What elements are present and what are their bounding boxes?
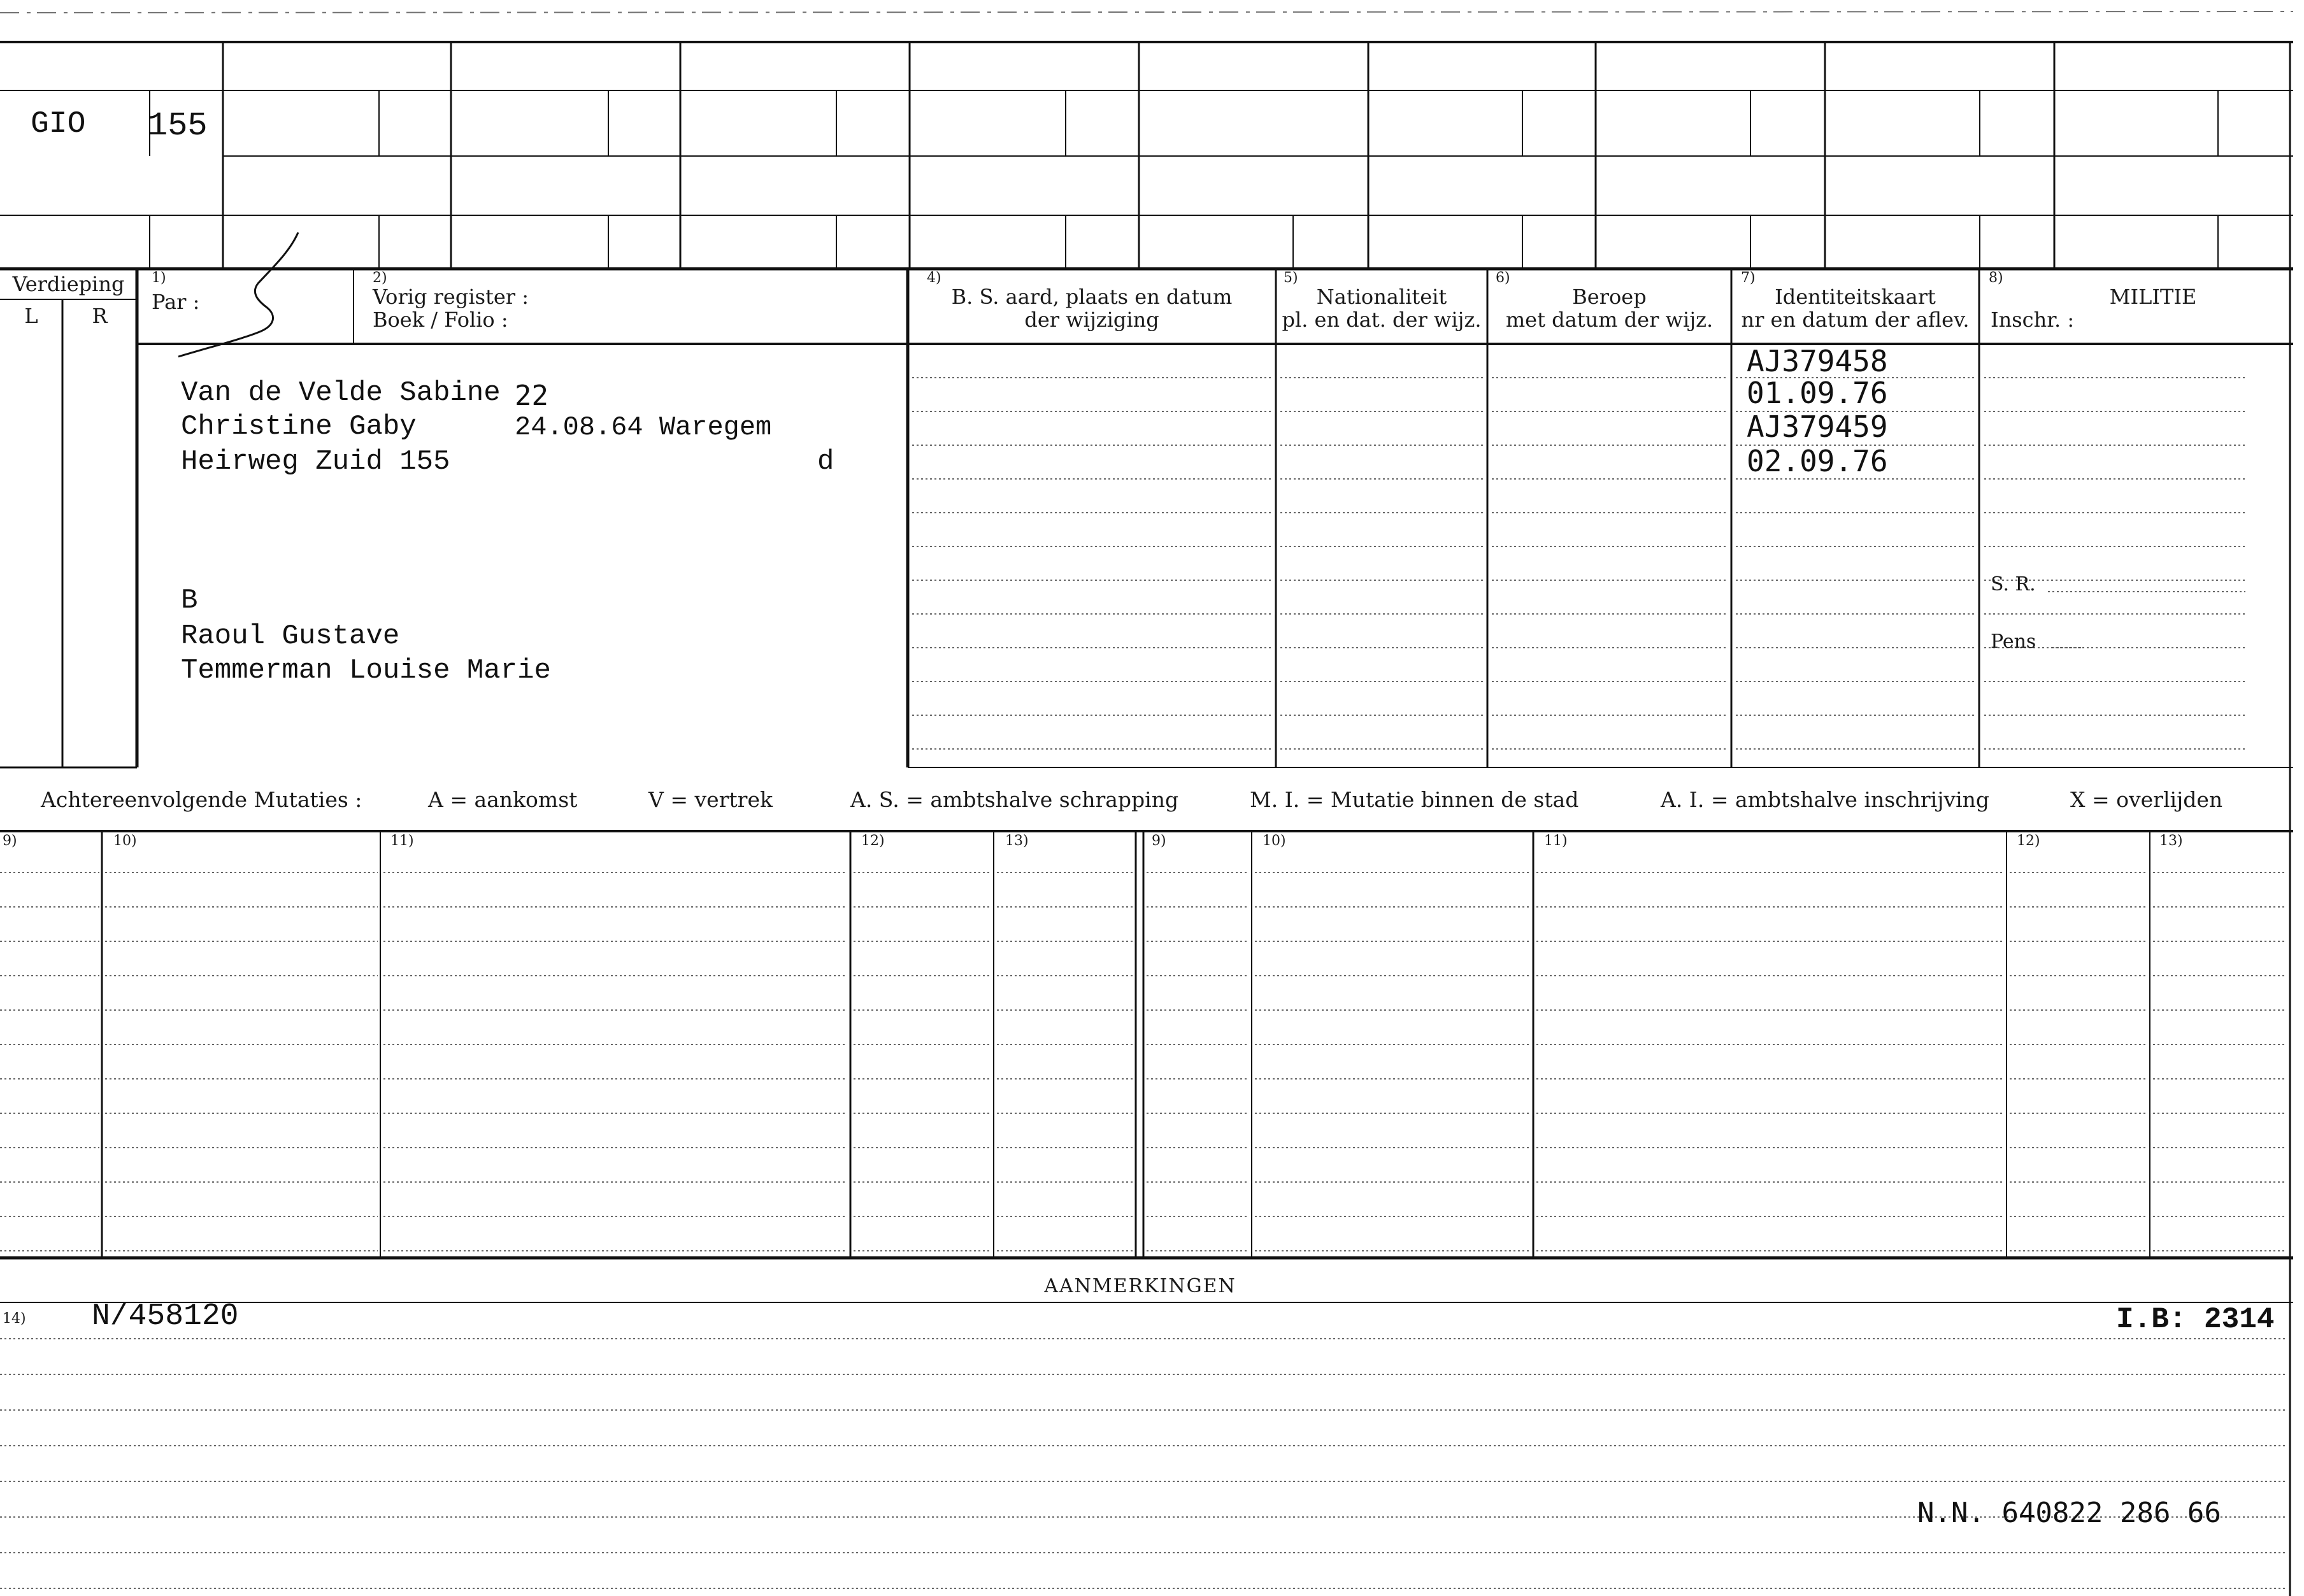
person-given-names: Christine Gaby	[181, 411, 417, 443]
mutatie-code-v: V = vertrek	[648, 787, 773, 812]
mutatie-code-ai: A. I. = ambtshalve inschrijving	[1661, 787, 1990, 812]
id-entry-1: AJ379458	[1747, 344, 1888, 378]
column-number-6: 6)	[1496, 270, 1510, 286]
mutaties-col-12-right: 12)	[2017, 833, 2040, 849]
card-code: GIO	[31, 107, 86, 141]
id-entry-4: 02.09.76	[1747, 444, 1888, 478]
beroep-header-line2: met datum der wijz.	[1505, 308, 1714, 332]
column-number-4: 4)	[927, 270, 941, 286]
card-number: 155	[148, 107, 208, 145]
column-number-14: 14)	[3, 1311, 26, 1327]
mutatie-code-as: A. S. = ambtshalve schrapping	[850, 787, 1179, 812]
bs-header-line2: der wijziging	[1024, 308, 1159, 332]
boek-folio-label: Boek / Folio :	[373, 308, 508, 332]
pens-label: Pens	[1991, 631, 2036, 653]
mutaties-col-13-left: 13)	[1005, 833, 1029, 849]
person-father: Raoul Gustave	[181, 620, 400, 652]
column-l-label: L	[24, 304, 38, 328]
mutaties-col-12-left: 12)	[861, 833, 885, 849]
person-name: Van de Velde Sabine	[181, 377, 501, 409]
person-mark-d: d	[817, 446, 834, 478]
vorig-register-label: Vorig register :	[373, 285, 529, 309]
person-address: Heirweg Zuid 155	[181, 446, 450, 478]
mutaties-col-13-right: 13)	[2159, 833, 2183, 849]
mutaties-col-9-left: 9)	[3, 833, 17, 849]
column-number-2: 2)	[373, 270, 387, 286]
militie-header: MILITIE	[2109, 285, 2197, 309]
person-birth: 24.08.64 Waregem	[515, 412, 772, 443]
nationaliteit-header-line1: Nationaliteit	[1316, 285, 1447, 309]
par-label: Par :	[152, 290, 200, 314]
sr-dotted-line	[2048, 588, 2303, 595]
id-entry-2: 01.09.76	[1747, 376, 1888, 410]
column-number-1: 1)	[152, 270, 166, 286]
id-entry-3: AJ379459	[1747, 410, 1888, 444]
mutaties-col-11-left: 11)	[390, 833, 414, 849]
pens-dotted-line	[2052, 645, 2116, 651]
mutaties-label: Achtereenvolgende Mutaties :	[41, 787, 362, 812]
identiteitskaart-header-line1: Identiteitskaart	[1775, 285, 1936, 309]
sr-label: S. R.	[1991, 573, 2036, 595]
person-mark-b: B	[181, 585, 198, 616]
mutaties-col-9-right: 9)	[1152, 833, 1166, 849]
column-number-8: 8)	[1989, 270, 2003, 286]
beroep-header-line1: Beroep	[1572, 285, 1647, 309]
aanmerkingen-title: AANMERKINGEN	[1044, 1275, 1236, 1297]
mutaties-col-11-right: 11)	[1544, 833, 1568, 849]
mutatie-code-a: A = aankomst	[428, 787, 578, 812]
identiteitskaart-header-line2: nr en datum der aflev.	[1741, 308, 1970, 332]
mutatie-code-x: X = overlijden	[2070, 787, 2223, 812]
person-mother: Temmerman Louise Marie	[181, 655, 551, 687]
verdieping-label: Verdieping	[12, 272, 125, 296]
inschr-label: Inschr. :	[1991, 308, 2075, 332]
column-number-7: 7)	[1741, 270, 1756, 286]
bs-header-line1: B. S. aard, plaats en datum	[951, 285, 1233, 309]
mutatie-code-mi: M. I. = Mutatie binnen de stad	[1250, 787, 1579, 812]
column-r-label: R	[92, 304, 108, 328]
aanmerkingen-ref: N/458120	[92, 1299, 239, 1334]
nationaliteit-header-line2: pl. en dat. der wijz.	[1282, 308, 1482, 332]
person-age: 22	[515, 380, 548, 412]
aanmerkingen-nn: N.N. 640822 286 66	[1917, 1497, 2221, 1529]
mutaties-col-10-right: 10)	[1263, 833, 1286, 849]
mutaties-col-10-left: 10)	[113, 833, 137, 849]
column-number-5: 5)	[1284, 270, 1298, 286]
aanmerkingen-ib: I.B: 2314	[2116, 1303, 2275, 1336]
